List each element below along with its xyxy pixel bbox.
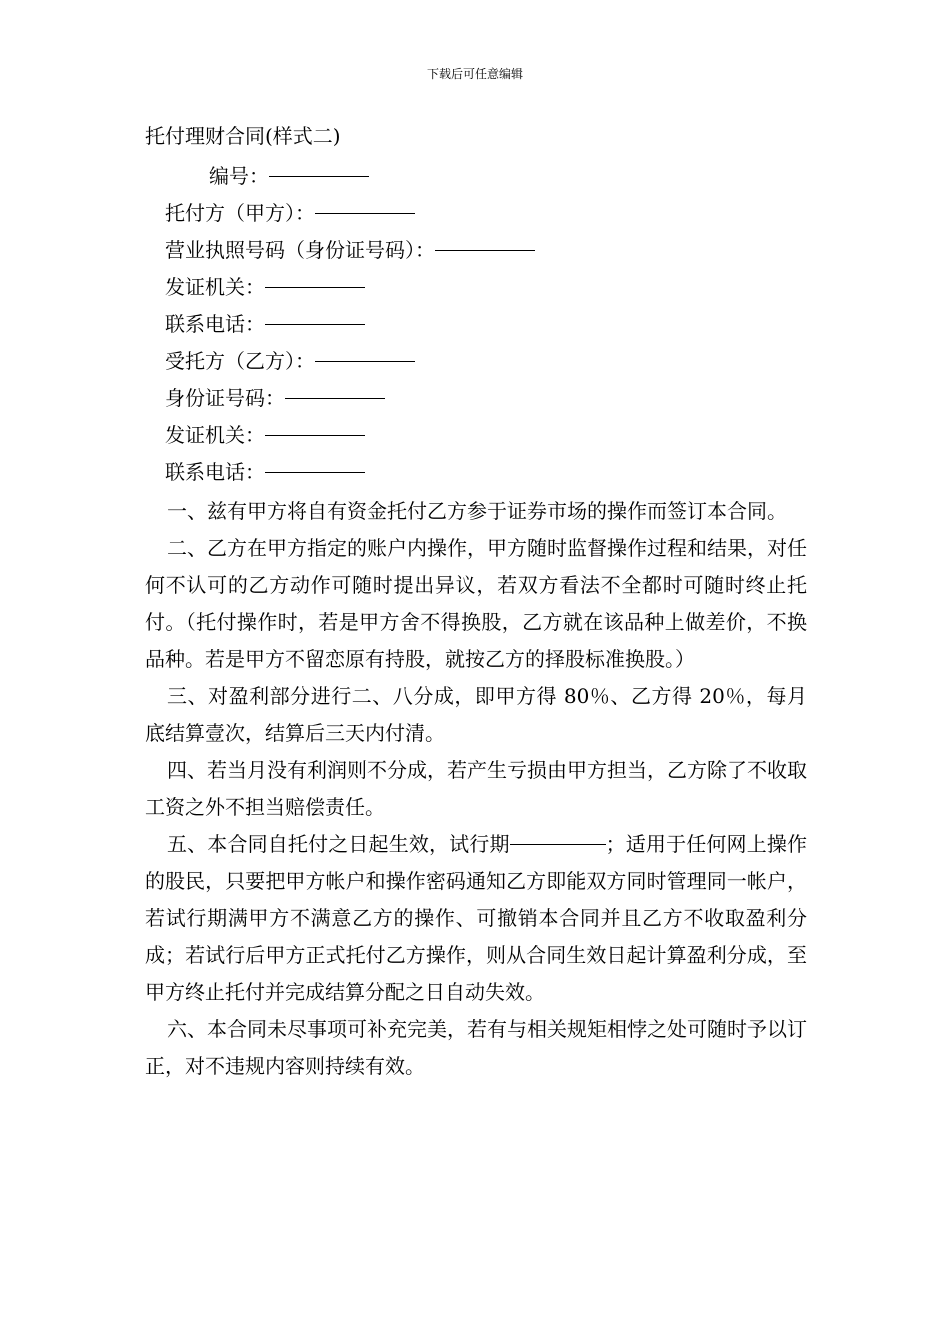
clause-2: 二、乙方在甲方指定的账户内操作，甲方随时监督操作过程和结果，对任何不认可的乙方动作可随时提出异议，若双方看法不全都时可随时终止托付。（托付操作时，若是甲方舍不得换股，乙方就在该品种上做差价，不换品种。若是甲方不留恋原有持股，就按乙方的择股标准换股。） bbox=[145, 536, 807, 671]
clause-5-start: 五、本合同自托付之日起生效，试行期 bbox=[167, 832, 510, 856]
document-title: 托付理财合同(样式二) bbox=[145, 124, 341, 148]
clause-5-end: ；适用于任何网上操作的股民，只要把甲方帐户和操作密码通知乙方即能双方同时管理同一帐户，若试行期满甲方不满意乙方的操作、可撤销本合同并且乙方不收取盈利分成；若试行后甲方正式托付乙方操作，则从合同生效日起计算盈利分成，至甲方终止托付并完成结算分配之日自动失效。 bbox=[145, 832, 808, 1004]
field-party-b bbox=[145, 343, 807, 380]
field-label: 联系电话： bbox=[165, 312, 265, 336]
contract-clauses bbox=[145, 493, 807, 1085]
field-label: 身份证号码： bbox=[165, 386, 285, 410]
fill-blank[interactable] bbox=[315, 212, 415, 214]
field-label: 联系电话： bbox=[165, 460, 265, 484]
field-license-number bbox=[145, 232, 807, 269]
field-label: 发证机关： bbox=[165, 275, 265, 299]
contract-document bbox=[145, 121, 807, 1085]
clause-1: 一、兹有甲方将自有资金托付乙方参于证券市场的操作而签订本合同。 bbox=[167, 499, 787, 523]
fill-blank[interactable] bbox=[269, 175, 369, 177]
trial-period-blank[interactable] bbox=[510, 843, 606, 845]
field-label: 发证机关： bbox=[165, 423, 265, 447]
clause-4: 四、若当月没有利润则不分成，若产生亏损由甲方担当，乙方除了不收取工资之外不担当赔偿责任。 bbox=[145, 758, 807, 819]
field-party-b-issuer bbox=[145, 417, 807, 454]
fill-blank[interactable] bbox=[315, 360, 415, 362]
field-party-a bbox=[145, 195, 807, 232]
clause-5 bbox=[145, 826, 807, 1011]
field-label: 托付方（甲方）： bbox=[165, 201, 315, 225]
field-party-a-phone bbox=[145, 306, 807, 343]
fill-blank[interactable] bbox=[265, 471, 365, 473]
fill-blank[interactable] bbox=[265, 286, 365, 288]
field-party-b-phone bbox=[145, 454, 807, 491]
clause-3: 三、对盈利部分进行二、八分成，即甲方得 80％、乙方得 20％，每月底结算壹次，结算后三天内付清。 bbox=[145, 684, 807, 745]
field-party-a-issuer bbox=[145, 269, 807, 306]
fill-blank[interactable] bbox=[435, 249, 535, 251]
field-label: 营业执照号码（身份证号码）： bbox=[165, 238, 435, 262]
fill-blank[interactable] bbox=[265, 434, 365, 436]
fill-blank[interactable] bbox=[285, 397, 385, 399]
field-label: 受托方（乙方）： bbox=[165, 349, 315, 373]
field-contract-number bbox=[145, 158, 807, 195]
field-party-b-id bbox=[145, 380, 807, 417]
page-header: 下载后可任意编辑 bbox=[426, 67, 523, 81]
field-label: 编号： bbox=[209, 164, 269, 188]
clause-6: 六、本合同未尽事项可补充完美，若有与相关规矩相悖之处可随时予以订正，对不违规内容则持续有效。 bbox=[145, 1017, 807, 1078]
fill-blank[interactable] bbox=[265, 323, 365, 325]
